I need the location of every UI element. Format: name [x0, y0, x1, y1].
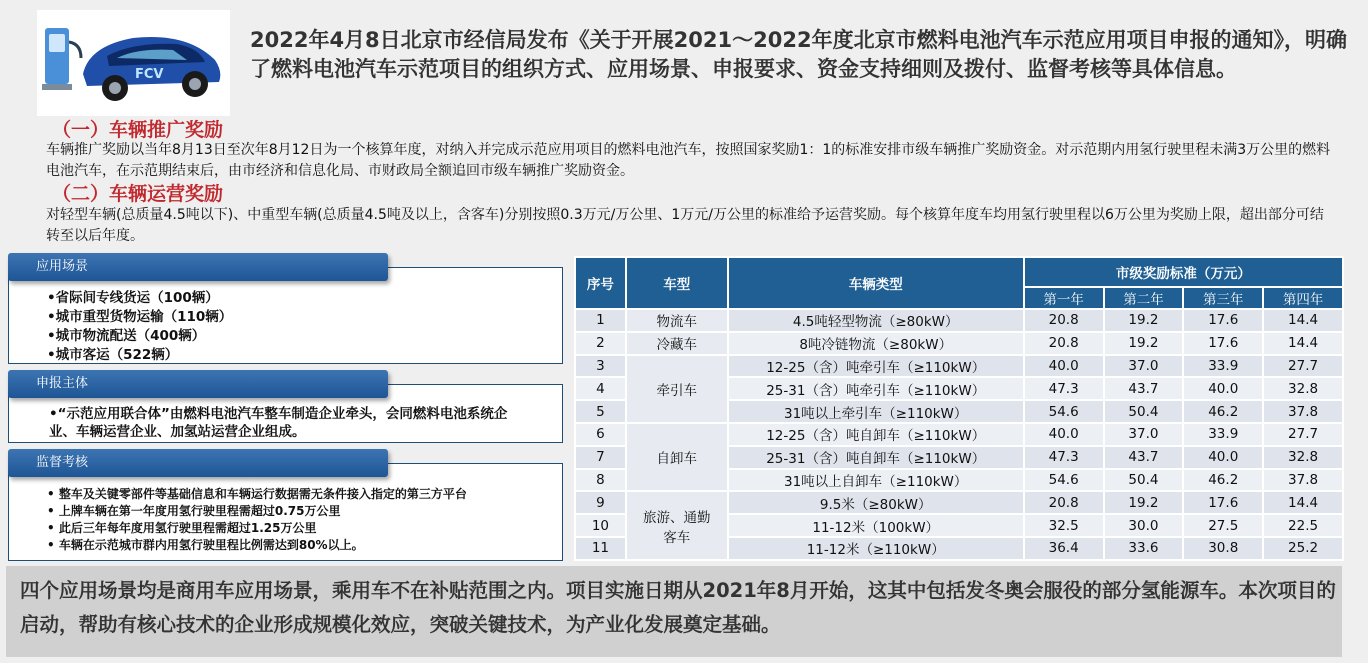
cell-no: 8: [575, 469, 626, 492]
cell-year-2: 19.2: [1104, 309, 1184, 332]
cell-no: 1: [575, 309, 626, 332]
cell-year-1: 20.8: [1024, 309, 1104, 332]
cell-year-4: 32.8: [1263, 446, 1343, 469]
cell-no: 10: [575, 514, 626, 537]
cell-year-1: 40.0: [1024, 423, 1104, 446]
cell-year-3: 17.6: [1183, 309, 1263, 332]
table-row: [575, 355, 1343, 378]
subsidy-table: [574, 256, 1344, 561]
cell-spec: 9.5米（≥80kW）: [728, 491, 1024, 514]
cell-year-3: 33.9: [1183, 355, 1263, 378]
cell-year-4: 25.2: [1263, 537, 1343, 560]
cell-year-1: 47.3: [1024, 446, 1104, 469]
list-item: • 整车及关键零部件等基础信息和车辆运行数据需无条件接入指定的第三方平台: [47, 487, 467, 501]
section-heading-operation: （二）车辆运营奖励: [52, 183, 224, 205]
cell-year-1: 20.8: [1024, 332, 1104, 355]
section-heading-promotion: （一）车辆推广奖励: [52, 119, 224, 141]
cell-year-2: 19.2: [1104, 332, 1184, 355]
list-item: •城市物流配送（400辆）: [47, 328, 206, 344]
table-row: [575, 332, 1343, 355]
list-item: • 此后三年每年度用氢行驶里程需超过1.25万公里: [47, 521, 317, 535]
scenarios-panel: [8, 267, 563, 364]
cell-year-4: 37.8: [1263, 400, 1343, 423]
cell-year-3: 46.2: [1183, 469, 1263, 492]
cell-year-3: 30.8: [1183, 537, 1263, 560]
cell-no: 11: [575, 537, 626, 560]
list-item: •城市客运（522辆）: [47, 347, 179, 363]
cell-spec: 12-25（含）吨牵引车（≥110kW）: [728, 355, 1024, 378]
cell-year-3: 46.2: [1183, 400, 1263, 423]
header-year-2: 第二年: [1104, 287, 1184, 309]
fcv-logo: FCV: [135, 67, 164, 82]
cell-no: 7: [575, 446, 626, 469]
cell-no: 6: [575, 423, 626, 446]
cell-year-3: 40.0: [1183, 377, 1263, 400]
cell-spec: 11-12米（≥110kW）: [728, 537, 1024, 560]
cell-spec: 12-25（含）吨自卸车（≥110kW）: [728, 423, 1024, 446]
cell-year-1: 40.0: [1024, 355, 1104, 378]
cell-year-2: 43.7: [1104, 446, 1184, 469]
cell-spec: 25-31（含）吨牵引车（≥110kW）: [728, 377, 1024, 400]
cell-no: 3: [575, 355, 626, 378]
cell-year-1: 47.3: [1024, 377, 1104, 400]
cell-year-4: 14.4: [1263, 309, 1343, 332]
list-item: •城市重型货物运输（110辆）: [47, 309, 233, 325]
cell-year-2: 50.4: [1104, 400, 1184, 423]
header-standard: 市级奖励标准（万元）: [1024, 257, 1343, 287]
header-year-1: 第一年: [1024, 287, 1104, 309]
header-no: 序号: [575, 257, 626, 309]
section-body-promotion: 车辆推广奖励以当年8月13日至次年8月12日为一个核算年度，对纳入并完成示范应用项目的燃料电池汽车，按照国家奖励1：1的标准安排市级车辆推广奖励资金。对示范期内用氢行驶里程未满3万公里的燃料电池汽车，在示范期结束后，由市经济和信息化局、市财政局全额追回市级车辆推广奖励资金。: [46, 142, 1331, 179]
cell-year-3: 17.6: [1183, 491, 1263, 514]
header-year-3: 第三年: [1183, 287, 1263, 309]
cell-year-3: 27.5: [1183, 514, 1263, 537]
cell-spec: 25-31（含）吨自卸车（≥110kW）: [728, 446, 1024, 469]
cell-year-3: 17.6: [1183, 332, 1263, 355]
cell-year-4: 32.8: [1263, 377, 1343, 400]
cell-no: 4: [575, 377, 626, 400]
hero-illustration: [37, 10, 230, 116]
page-title: 2022年4月8日北京市经信局发布《关于开展2021～2022年度北京市燃料电池汽车示范应用项目申报的通知》，明确了燃料电池汽车示范项目的组织方式、应用场景、申报要求、资金支持细则及拨付、监督考核等具体信息。: [250, 28, 1348, 81]
cell-year-4: 22.5: [1263, 514, 1343, 537]
supervision-heading: 监督考核: [8, 449, 388, 477]
header-spec: 车辆类型: [728, 257, 1024, 309]
cell-spec: 8吨冷链物流（≥80kW）: [728, 332, 1024, 355]
cell-year-2: 37.0: [1104, 423, 1184, 446]
cell-year-2: 50.4: [1104, 469, 1184, 492]
cell-year-4: 14.4: [1263, 491, 1343, 514]
cell-spec: 31吨以上牵引车（≥110kW）: [728, 400, 1024, 423]
cell-vehicle-type: 冷藏车: [626, 332, 728, 355]
cell-spec: 31吨以上自卸车（≥110kW）: [728, 469, 1024, 492]
cell-year-2: 33.6: [1104, 537, 1184, 560]
cell-year-3: 40.0: [1183, 446, 1263, 469]
cell-no: 5: [575, 400, 626, 423]
header-type: 车型: [626, 257, 728, 309]
cell-year-2: 43.7: [1104, 377, 1184, 400]
cell-spec: 11-12米（100kW）: [728, 514, 1024, 537]
cell-year-1: 20.8: [1024, 491, 1104, 514]
table-row: [575, 309, 1343, 332]
cell-year-4: 27.7: [1263, 423, 1343, 446]
list-item: •省际间专线货运（100辆）: [47, 290, 219, 306]
section-body-operation: 对轻型车辆(总质量4.5吨以下)、中重型车辆(总质量4.5吨及以上，含客车)分别按照0.3万元/万公里、1万元/万公里的标准给予运营奖励。每个核算年度车均用氢行驶里程以6万公里为奖励上限，超出部分可结转至以后年度。: [46, 207, 1324, 244]
cell-vehicle-type: 牵引车: [626, 355, 728, 423]
fuel-cell-car-icon: [37, 10, 230, 116]
cell-no: 9: [575, 491, 626, 514]
cell-year-4: 14.4: [1263, 332, 1343, 355]
supervision-panel: [8, 463, 563, 561]
header-year-4: 第四年: [1263, 287, 1343, 309]
cell-year-1: 36.4: [1024, 537, 1104, 560]
scenarios-heading: 应用场景: [8, 253, 388, 281]
cell-vehicle-type: 物流车: [626, 309, 728, 332]
cell-vehicle-type: 旅游、通勤客车: [626, 491, 728, 559]
cell-year-1: 54.6: [1024, 469, 1104, 492]
summary-text: 四个应用场景均是商用车应用场景，乘用车不在补贴范围之内。项目实施日期从2021年8月开始，这其中包括发冬奥会服役的部分氢能源车。本次项目的启动，帮助有核心技术的企业形成规模化效应，突破关键技术，为产业化发展奠定基础。: [6, 566, 1342, 657]
list-item: •“示范应用联合体”由燃料电池汽车整车制造企业牵头，会同燃料电池系统企业、车辆运营企业、加氢站运营企业组成。: [49, 406, 508, 440]
cell-year-1: 54.6: [1024, 400, 1104, 423]
list-item: • 上牌车辆在第一年度用氢行驶里程需超过0.75万公里: [47, 504, 341, 518]
cell-no: 2: [575, 332, 626, 355]
table-row: [575, 491, 1343, 514]
cell-year-4: 27.7: [1263, 355, 1343, 378]
list-item: • 车辆在示范城市群内用氢行驶里程比例需达到80%以上。: [47, 538, 364, 552]
cell-spec: 4.5吨轻型物流（≥80kW）: [728, 309, 1024, 332]
scenario-list: [9, 268, 562, 365]
cell-vehicle-type: 自卸车: [626, 423, 728, 491]
supervision-list: [9, 464, 562, 554]
cell-year-2: 37.0: [1104, 355, 1184, 378]
applicant-heading: 申报主体: [8, 370, 388, 398]
table-row: [575, 423, 1343, 446]
cell-year-2: 19.2: [1104, 491, 1184, 514]
cell-year-3: 33.9: [1183, 423, 1263, 446]
cell-year-4: 37.8: [1263, 469, 1343, 492]
cell-year-2: 30.0: [1104, 514, 1184, 537]
cell-year-1: 32.5: [1024, 514, 1104, 537]
